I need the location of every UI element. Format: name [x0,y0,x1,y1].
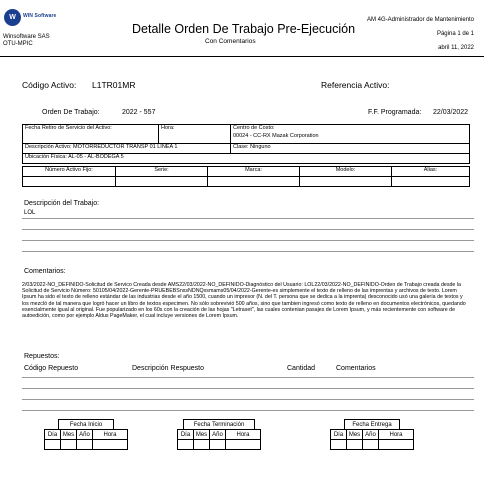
anio-header: Año [77,430,93,440]
fecha-retiro-cell: Fecha Retiro de Servicio del Activo: [23,125,159,144]
mes-value [61,440,77,450]
asset-id-table [22,166,470,187]
centro-costo-label: Centro de Costo: [233,125,275,131]
codigo-activo-value: L1TR01MR [92,80,136,90]
hora-value [93,440,128,450]
descripcion-activo-cell: Descripción Activo: MOTORREDUCTOR TRANSP 01 LINEA 1 [23,144,231,154]
repuestos-line [22,377,474,378]
serie-value [116,177,208,187]
fecha-inicio-table [44,429,128,450]
asset-detail-table [22,124,470,164]
anio-header: Año [363,430,379,440]
page-number: Página 1 de 1 [436,31,474,37]
clase-cell: Clase: Ninguno [231,144,470,154]
hora-header: Hora [93,430,128,440]
fecha-inicio-box [44,419,128,450]
dia-value [331,440,347,450]
orden-trabajo-label: Orden De Trabajo: [42,109,100,116]
hora-value [226,440,261,450]
hora-value [379,440,414,450]
repuestos-line [22,410,474,411]
orden-trabajo-value: 2022 - 557 [122,109,156,116]
fecha-terminacion-label: Fecha Terminación [183,419,255,429]
fecha-terminacion-box [177,419,261,450]
codigo-repuesto-header: Código Repuesto [24,365,79,372]
marca-header: Marca: [208,167,300,177]
anio-value [210,440,226,450]
centro-costo-value: 00024 - CC-RX Mazak Corporation [233,133,319,139]
report-date: abril 11, 2022 [438,45,474,51]
fecha-inicio-label: Fecha Inicio [58,419,114,429]
dia-value [178,440,194,450]
company-name: Winsoftware SAS [3,34,50,40]
system-name: AM 4G-Administrador de Mantenimiento [366,17,474,23]
report-subtitle: Con Comentarios [205,38,256,45]
logo-icon: W [4,9,21,26]
trabajo-line [22,240,474,241]
comentarios-header: Comentarios [336,365,376,372]
company-location: OTU-MPIC [3,41,33,47]
dia-header: Día [331,430,347,440]
mes-header: Mes [347,430,363,440]
codigo-activo-label: Código Activo: [22,80,77,90]
alias-header: Alias: [392,167,470,177]
numero-activo-value [23,177,116,187]
descripcion-repuesto-header: Descripción Respuesto [132,365,204,372]
centro-costo-cell [231,125,470,144]
repuestos-label: Repuestos: [24,353,60,360]
fecha-entrega-table [330,429,414,450]
marca-value [208,177,300,187]
mes-header: Mes [194,430,210,440]
hora-header: Hora [379,430,414,440]
mes-value [194,440,210,450]
anio-value [363,440,379,450]
trabajo-line [22,218,474,219]
anio-header: Año [210,430,226,440]
cantidad-header: Cantidad [287,365,316,372]
fecha-entrega-label: Fecha Entrega [344,419,400,429]
report-title: Detalle Orden De Trabajo Pre-Ejecución [132,22,356,36]
descripcion-trabajo-value: LOL [24,210,36,216]
company-info [3,34,50,48]
ubicacion-cell: Ubicación Física: AL-05 - AL-BODEGA 5 [23,154,470,164]
hora-header: Hora [226,430,261,440]
numero-activo-header: Número Activo Fijo: [23,167,116,177]
ff-programada-value: 22/03/2022 [433,109,469,116]
trabajo-line [22,251,474,252]
fecha-entrega-box [330,419,414,450]
header-rule [0,56,484,57]
modelo-value [300,177,392,187]
dia-header: Día [45,430,61,440]
descripcion-trabajo-label: Descripción del Trabajo: [24,200,100,207]
repuestos-line [22,399,474,400]
ff-programada-label: F.F. Programada: [368,109,422,116]
fecha-terminacion-table [177,429,261,450]
anio-value [77,440,93,450]
alias-value [392,177,470,187]
modelo-header: Modelo: [300,167,392,177]
mes-value [347,440,363,450]
trabajo-line [22,229,474,230]
comentarios-text: 2/03/2022-NO_DEFINIDO-Solicitud de Servico Creada desde AMS22/03/2022-NO_DEFINIDO-Diagnóstico del Usuario: LOL22/03/2022-NO_DEFINIDO-Orden de Trabajo creada desde la Solicitud de Servicio Número: 50105/04/2022-Gerente-PRUEBEBSnxsNDNQxsmams05/04/2022-Gerente-es simplemente el texto de relleno de las imprentas y archivos de texto. Lorem Ipsum ha sido el texto de relleno estándar de las industrias desde el año 1500, cuando un impresor (N. del T. persona que se dedica a la imprenta) desconocido usó una galería de textos y los mezcló de tal manera que logró hacer un libro de textos especimen. No sólo sobrevivió 500 años, sino que tambien ingresó como texto de relleno en documentos electrónicos, quedando esencialmente igual al original. Fue popularizado en los 60s con la creación de las hojas "Letraset", las cuales contenian pasajes de Lorem Ipsum, y más recientemente con software de autoedición, como por ejemplo Aldus PageMaker, el cual incluye versiones de Lorem Ipsum. [22,282,466,320]
serie-header: Serie: [116,167,208,177]
referencia-activo-label: Referencia Activo: [321,80,390,90]
logo-text: WIN Software [23,13,57,19]
company-logo [4,8,66,28]
mes-header: Mes [61,430,77,440]
dia-value [45,440,61,450]
hora-cell: Hora: [159,125,231,144]
comentarios-label: Comentarios: [24,268,66,275]
repuestos-line [22,388,474,389]
dia-header: Día [178,430,194,440]
